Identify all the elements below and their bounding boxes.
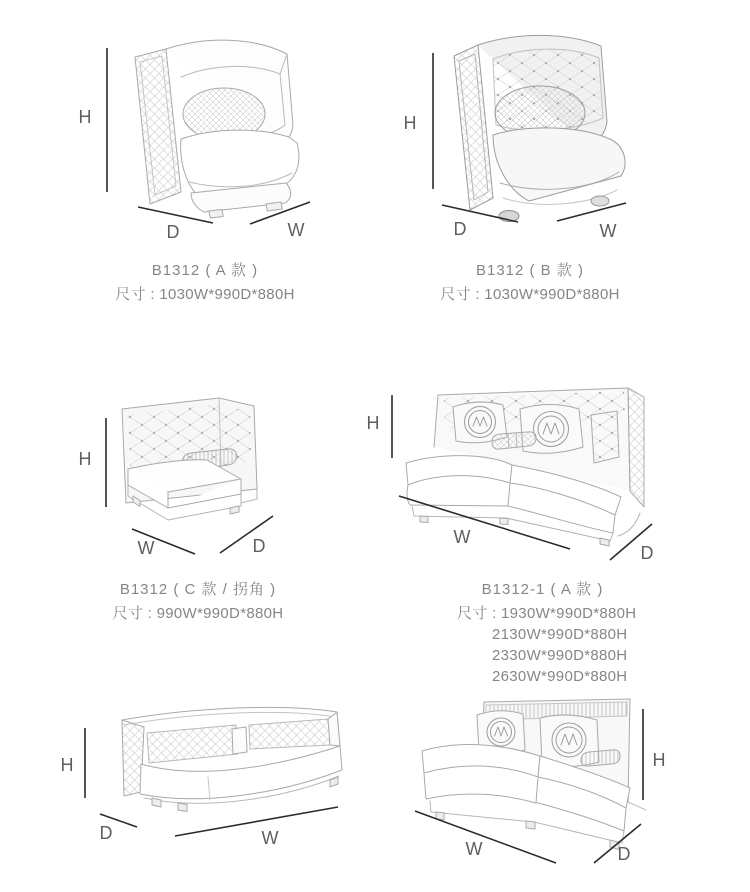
- curved-sofa-sketch: [122, 707, 342, 811]
- width-dim-line: [557, 203, 626, 221]
- height-dim-label: H: [78, 449, 92, 469]
- product-size: 2330W*990D*880H: [492, 647, 628, 664]
- product-code: B1312 ( A 款 ): [151, 262, 259, 279]
- armchair-style-b-drawing: [390, 15, 690, 245]
- height-dim-label: H: [366, 413, 380, 433]
- product-code: B1312 ( B 款 ): [475, 262, 585, 279]
- armchair-a-sketch: [135, 40, 299, 218]
- width-dim-label: W: [453, 527, 471, 547]
- depth-dim-label: D: [166, 222, 180, 242]
- height-dim-label: H: [78, 107, 92, 127]
- product-size: 2630W*990D*880H: [492, 668, 628, 685]
- width-dim-label: W: [287, 220, 305, 240]
- depth-dim-label: D: [453, 219, 467, 239]
- product-code: B1312-1 ( A 款 ): [481, 581, 604, 598]
- product-label-b: [405, 261, 655, 305]
- product-code: B1312 ( C 款 / 拐角 ): [119, 581, 277, 598]
- armchair-b-sketch: [454, 35, 625, 221]
- sofa-reverse-sketch: [422, 699, 646, 850]
- height-dim-label: H: [403, 113, 417, 133]
- width-dim-label: W: [261, 828, 279, 848]
- product-label-c: [73, 580, 323, 624]
- product-size: 尺寸 : 1930W*990D*880H: [457, 605, 637, 622]
- product-size: 2130W*990D*880H: [492, 626, 628, 643]
- width-dim-label: W: [137, 538, 155, 558]
- product-label-b1312-1: [440, 580, 645, 687]
- corner-sofa-style-c-drawing: [70, 385, 310, 575]
- depth-dim-label: D: [252, 536, 266, 556]
- height-dim-label: H: [652, 750, 666, 770]
- depth-dim-label: D: [617, 844, 631, 864]
- curved-sofa-drawing: [40, 690, 380, 890]
- product-size: 尺寸 : 1030W*990D*880H: [115, 286, 295, 303]
- sofa-reverse-view-drawing: [400, 690, 740, 890]
- product-label-a: [80, 261, 330, 305]
- width-dim-label: W: [465, 839, 483, 859]
- armchair-style-a-drawing: [60, 15, 340, 245]
- width-dim-line: [415, 811, 556, 863]
- three-seat-sofa-drawing: [360, 385, 700, 575]
- product-size: 尺寸 : 1030W*990D*880H: [440, 286, 620, 303]
- three-seat-sofa-sketch: [406, 388, 644, 546]
- width-dim-label: W: [599, 221, 617, 241]
- product-size: 尺寸 : 990W*990D*880H: [112, 605, 284, 622]
- corner-sofa-sketch: [122, 398, 257, 520]
- height-dim-label: H: [60, 755, 74, 775]
- width-dim-line: [175, 807, 338, 836]
- depth-dim-label: D: [640, 543, 654, 563]
- depth-dim-label: D: [99, 823, 113, 843]
